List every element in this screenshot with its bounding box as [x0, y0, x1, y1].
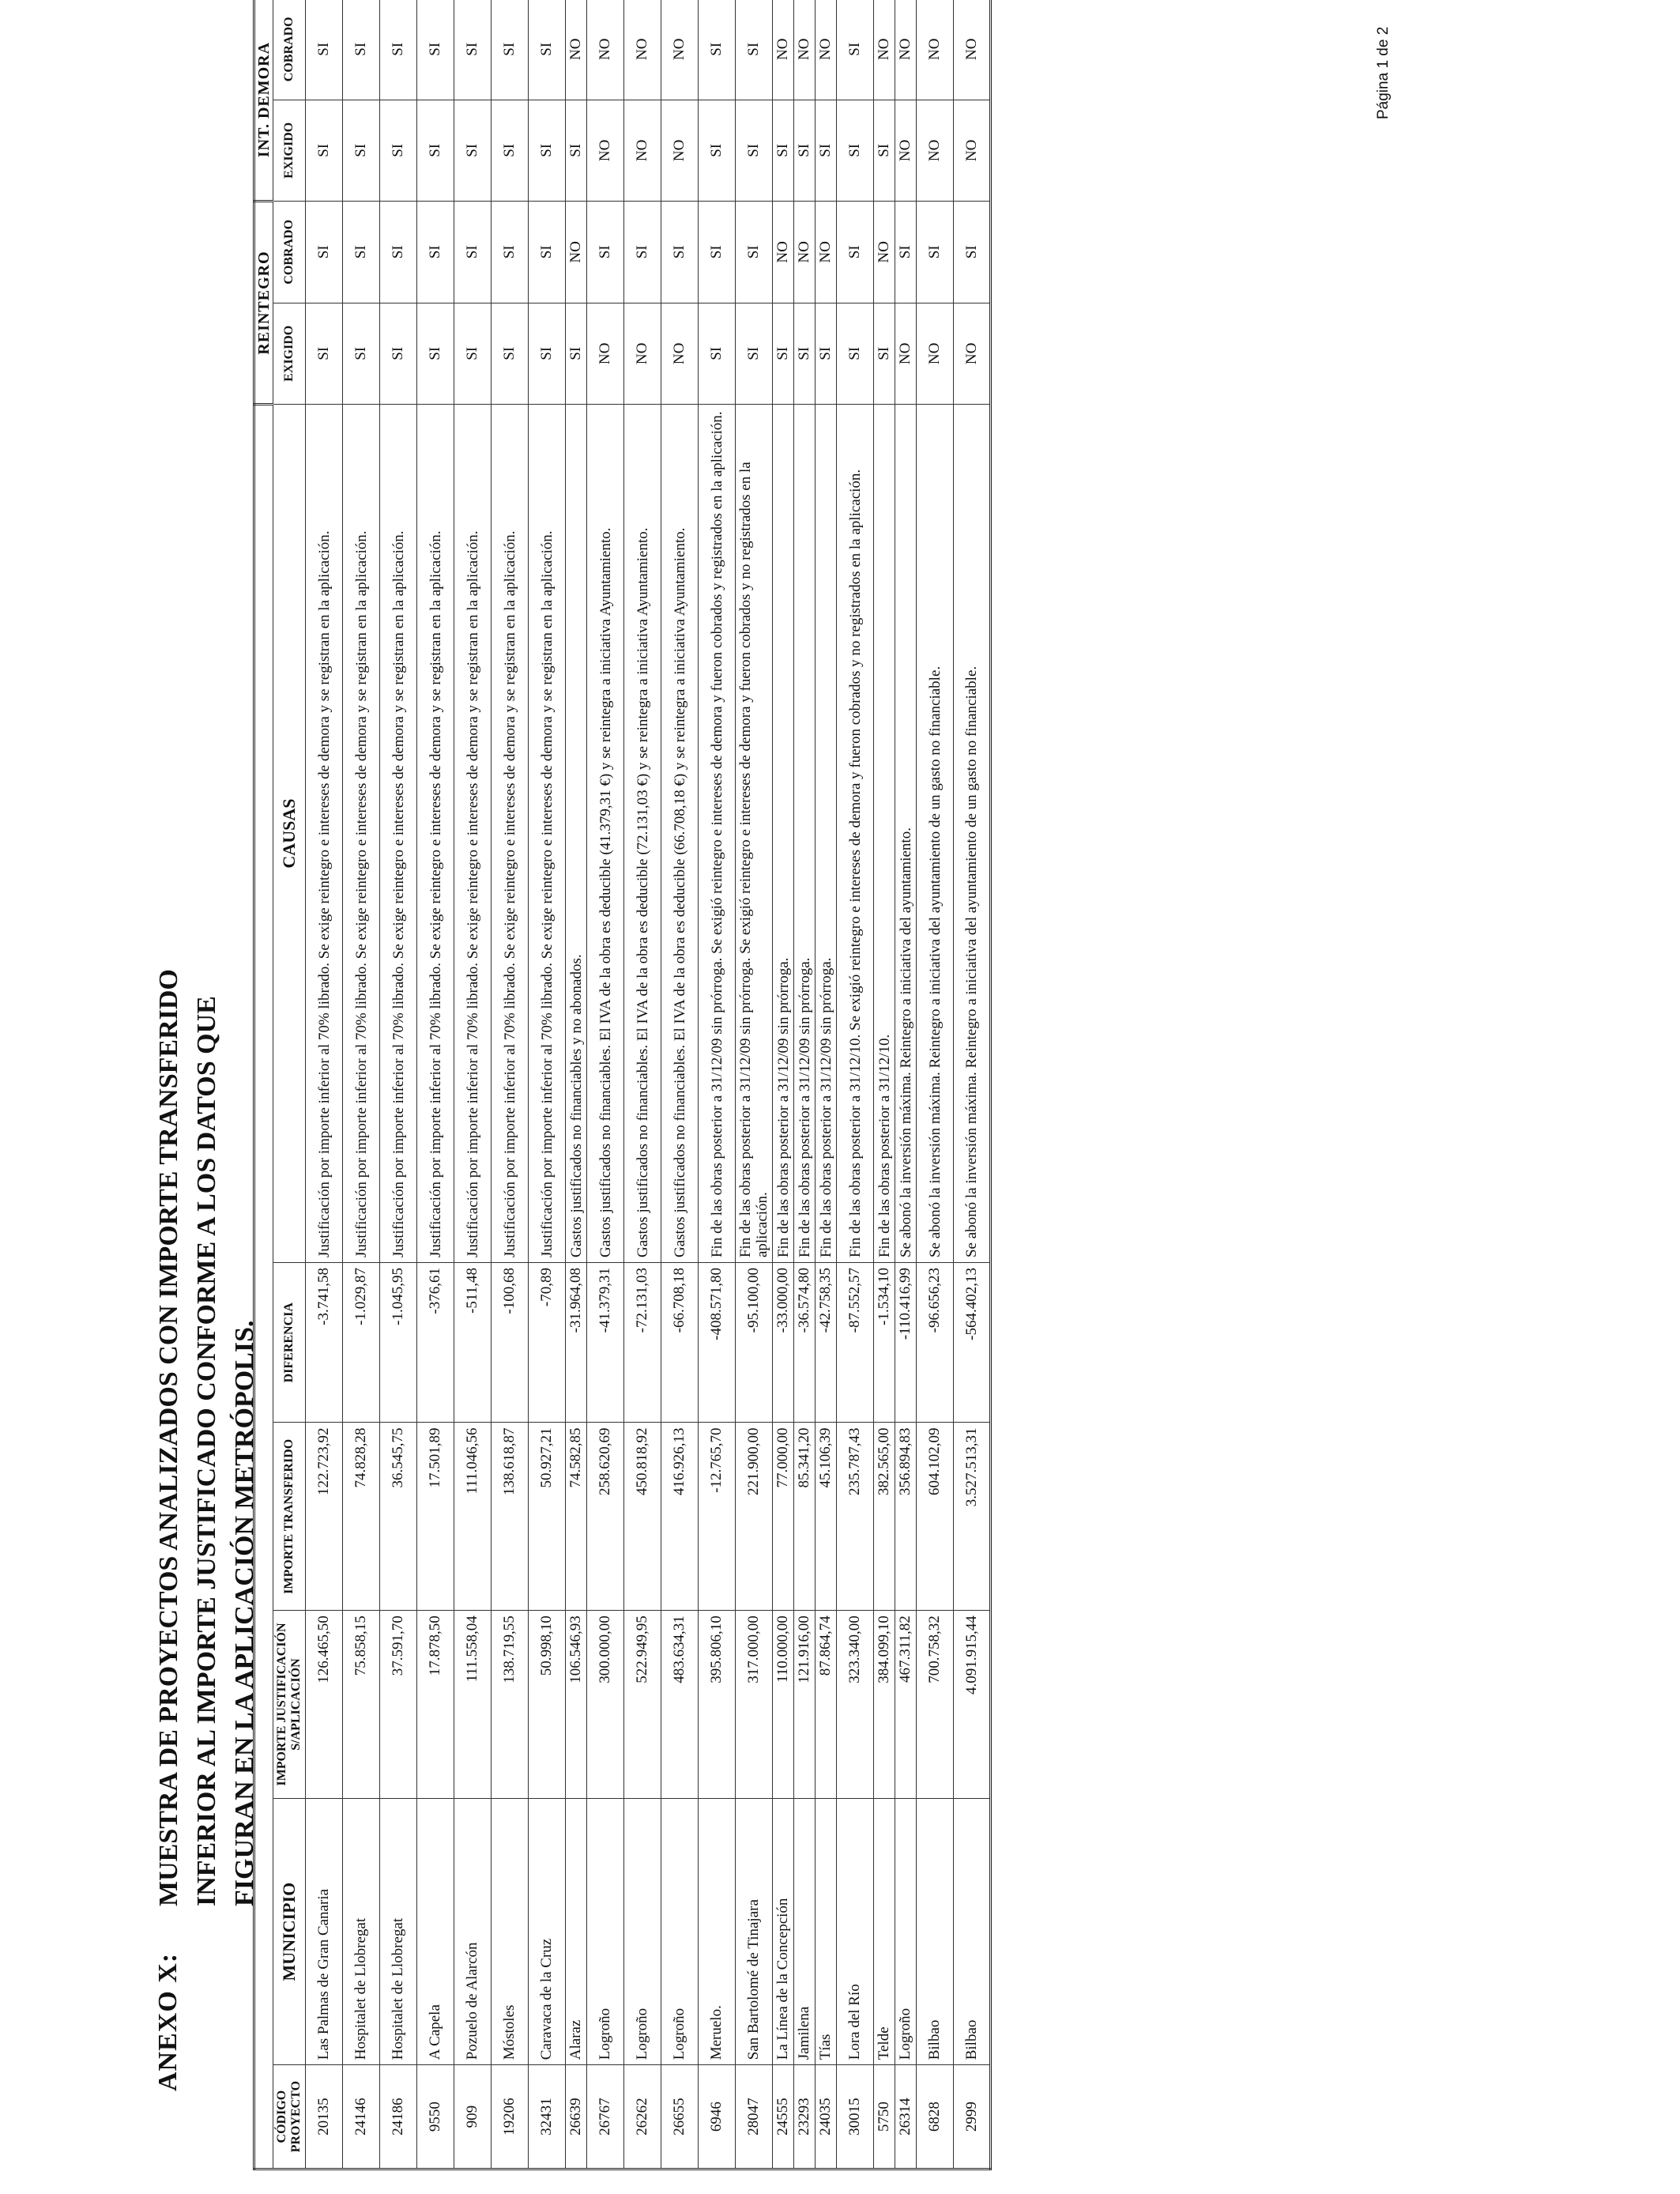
cell-transferido: 258.620,69 — [587, 1423, 624, 1611]
document-title: MUESTRA DE PROYECTOS ANALIZADOS CON IMPORTE TRANSFERIDO INFERIOR AL IMPORTE JUSTIFICADO CONFORME A LOS DATOS QUE FIGURAN EN LA APLICACIÓN METRÓPOLIS. — [154, 969, 259, 1906]
cell-demora-exigido: SI — [529, 100, 566, 202]
cell-demora-exigido: SI — [566, 100, 587, 202]
cell-diferencia: -110.416,99 — [895, 1263, 917, 1423]
cell-justificacion: 317.000,00 — [736, 1611, 773, 1799]
cell-transferido: 74.828,28 — [343, 1423, 380, 1611]
cell-reintegro-exigido: NO — [624, 303, 661, 405]
cell-codigo: 19206 — [492, 2065, 529, 2169]
cell-justificacion: 700.758,32 — [917, 1611, 954, 1799]
cell-justificacion: 4.091.915,44 — [954, 1611, 991, 1799]
cell-reintegro-exigido: SI — [566, 303, 587, 405]
cell-diferencia: -96.656,23 — [917, 1263, 954, 1423]
cell-reintegro-cobrado: SI — [954, 202, 991, 303]
col-reintegro-cobrado: COBRADO — [273, 202, 306, 303]
cell-demora-cobrado: NO — [566, 0, 587, 100]
cell-transferido: 17.501,89 — [417, 1423, 454, 1611]
table-row — [306, 0, 343, 2169]
cell-diferencia: -70,89 — [529, 1263, 566, 1423]
cell-transferido: 74.582,85 — [566, 1423, 587, 1611]
cell-demora-cobrado: SI — [492, 0, 529, 100]
cell-diferencia: -72.131,03 — [624, 1263, 661, 1423]
cell-causa: Gastos justificados no financiables y no abonados. — [566, 405, 587, 1263]
cell-diferencia: -87.552,57 — [837, 1263, 874, 1423]
cell-transferido: 356.894,83 — [895, 1423, 917, 1611]
cell-transferido: 77.000,00 — [773, 1423, 794, 1611]
cell-reintegro-exigido: SI — [794, 303, 816, 405]
cell-causa: Justificación por importe inferior al 70% librado. Se exige reintegro e intereses de demora y se registran en la aplicación. — [492, 405, 529, 1263]
cell-demora-exigido: SI — [417, 100, 454, 202]
cell-demora-exigido: NO — [895, 100, 917, 202]
cell-reintegro-exigido: SI — [837, 303, 874, 405]
cell-reintegro-cobrado: SI — [417, 202, 454, 303]
group-int-demora: INT. DEMORA — [254, 0, 273, 202]
table-row — [954, 0, 991, 2169]
cell-justificacion: 126.465,50 — [306, 1611, 343, 1799]
cell-diferencia: -33.000,00 — [773, 1263, 794, 1423]
cell-transferido: -12.765,70 — [699, 1423, 736, 1611]
cell-justificacion: 323.340,00 — [837, 1611, 874, 1799]
cell-demora-exigido: SI — [380, 100, 417, 202]
table-row — [917, 0, 954, 2169]
cell-codigo: 26767 — [587, 2065, 624, 2169]
cell-reintegro-exigido: NO — [587, 303, 624, 405]
cell-codigo: 26262 — [624, 2065, 661, 2169]
table-row — [736, 0, 773, 2169]
cell-municipio: Telde — [874, 1798, 895, 2064]
cell-reintegro-exigido: SI — [380, 303, 417, 405]
cell-municipio: San Bartolomé de Tinajara — [736, 1798, 773, 2064]
cell-reintegro-cobrado: NO — [794, 202, 816, 303]
cell-reintegro-exigido: SI — [417, 303, 454, 405]
cell-reintegro-cobrado: SI — [343, 202, 380, 303]
cell-transferido: 450.818,92 — [624, 1423, 661, 1611]
group-reintegro: REINTEGRO — [254, 202, 273, 405]
cell-codigo: 24555 — [773, 2065, 794, 2169]
cell-causa: Se abonó la inversión máxima. Reintegro a iniciativa del ayuntamiento de un gasto no financiable. — [917, 405, 954, 1263]
cell-demora-cobrado: NO — [794, 0, 816, 100]
cell-justificacion: 300.000,00 — [587, 1611, 624, 1799]
cell-municipio: La Línea de la Concepción — [773, 1798, 794, 2064]
cell-demora-exigido: SI — [306, 100, 343, 202]
cell-transferido: 416.926,13 — [661, 1423, 699, 1611]
cell-demora-cobrado: NO — [816, 0, 837, 100]
cell-demora-cobrado: NO — [874, 0, 895, 100]
cell-reintegro-exigido: NO — [661, 303, 699, 405]
cell-demora-cobrado: SI — [380, 0, 417, 100]
cell-justificacion: 106.546,93 — [566, 1611, 587, 1799]
cell-demora-cobrado: NO — [587, 0, 624, 100]
cell-municipio: A Capela — [417, 1798, 454, 2064]
table-row — [566, 0, 587, 2169]
cell-reintegro-exigido: SI — [874, 303, 895, 405]
table-row — [380, 0, 417, 2169]
table-row — [454, 0, 492, 2169]
cell-causa: Se abonó la inversión máxima. Reintegro a iniciativa del ayuntamiento de un gasto no financiable. — [954, 405, 991, 1263]
cell-codigo: 26655 — [661, 2065, 699, 2169]
cell-transferido: 45.106,39 — [816, 1423, 837, 1611]
cell-demora-cobrado: SI — [529, 0, 566, 100]
cell-diferencia: -95.100,00 — [736, 1263, 773, 1423]
cell-demora-exigido: NO — [917, 100, 954, 202]
cell-reintegro-cobrado: SI — [454, 202, 492, 303]
cell-causa: Fin de las obras posterior a 31/12/10. — [874, 405, 895, 1263]
cell-diferencia: -100,68 — [492, 1263, 529, 1423]
col-demora-cobrado: COBRADO — [273, 0, 306, 100]
cell-codigo: 24035 — [816, 2065, 837, 2169]
cell-reintegro-cobrado: SI — [529, 202, 566, 303]
cell-reintegro-cobrado: NO — [874, 202, 895, 303]
cell-diferencia: -1.045,95 — [380, 1263, 417, 1423]
cell-justificacion: 75.858,15 — [343, 1611, 380, 1799]
cell-causa: Fin de las obras posterior a 31/12/09 sin prórroga. — [816, 405, 837, 1263]
cell-transferido: 3.527.513,31 — [954, 1423, 991, 1611]
cell-demora-exigido: SI — [492, 100, 529, 202]
col-justificacion: IMPORTE JUSTIFICACIÓN S/APLICACIÓN — [273, 1611, 306, 1799]
cell-codigo: 32431 — [529, 2065, 566, 2169]
cell-demora-exigido: SI — [874, 100, 895, 202]
cell-reintegro-cobrado: SI — [917, 202, 954, 303]
col-causas: CAUSAS — [273, 405, 306, 1263]
cell-causa: Justificación por importe inferior al 70% librado. Se exige reintegro e intereses de demora y se registran en la aplicación. — [380, 405, 417, 1263]
cell-causa: Gastos justificados no financiables. El IVA de la obra es deducible (41.379,31 €) y se reintegra a iniciativa Ayuntamiento. — [587, 405, 624, 1263]
cell-demora-exigido: SI — [773, 100, 794, 202]
cell-codigo: 6828 — [917, 2065, 954, 2169]
cell-municipio: Logroño — [661, 1798, 699, 2064]
cell-codigo: 5750 — [874, 2065, 895, 2169]
cell-transferido: 382.565,00 — [874, 1423, 895, 1611]
cell-justificacion: 121.916,00 — [794, 1611, 816, 1799]
cell-demora-exigido: SI — [454, 100, 492, 202]
col-reintegro-exigido: EXIGIDO — [273, 303, 306, 405]
cell-reintegro-cobrado: SI — [492, 202, 529, 303]
group-header-row — [254, 0, 273, 2169]
cell-municipio: Logroño — [895, 1798, 917, 2064]
cell-reintegro-cobrado: SI — [587, 202, 624, 303]
cell-diferencia: -511,48 — [454, 1263, 492, 1423]
cell-diferencia: -42.758,35 — [816, 1263, 837, 1423]
table-row — [773, 0, 794, 2169]
cell-codigo: 9550 — [417, 2065, 454, 2169]
cell-causa: Justificación por importe inferior al 70% librado. Se exige reintegro e intereses de demora y se registran en la aplicación. — [306, 405, 343, 1263]
cell-demora-cobrado: NO — [895, 0, 917, 100]
cell-demora-exigido: NO — [587, 100, 624, 202]
cell-municipio: Alaraz — [566, 1798, 587, 2064]
cell-municipio: Hospitalet de Llobregat — [380, 1798, 417, 2064]
cell-causa: Gastos justificados no financiables. El IVA de la obra es deducible (66.708,18 €) y se reintegra a iniciativa Ayuntamiento. — [661, 405, 699, 1263]
cell-municipio: Meruelo. — [699, 1798, 736, 2064]
cell-reintegro-cobrado: NO — [773, 202, 794, 303]
cell-causa: Fin de las obras posterior a 31/12/09 sin prórroga. — [794, 405, 816, 1263]
page-number: Página 1 de 2 — [1375, 26, 1392, 119]
cell-reintegro-cobrado: SI — [837, 202, 874, 303]
cell-reintegro-cobrado: SI — [895, 202, 917, 303]
col-diferencia: DIFERENCIA — [273, 1263, 306, 1423]
cell-codigo: 2999 — [954, 2065, 991, 2169]
cell-codigo: 30015 — [837, 2065, 874, 2169]
col-transferido: IMPORTE TRANSFERIDO — [273, 1423, 306, 1611]
table-row — [417, 0, 454, 2169]
cell-reintegro-exigido: SI — [492, 303, 529, 405]
cell-diferencia: -66.708,18 — [661, 1263, 699, 1423]
table-row — [816, 0, 837, 2169]
col-municipio: MUNICIPIO — [273, 1798, 306, 2064]
cell-justificacion: 111.558,04 — [454, 1611, 492, 1799]
cell-causa: Fin de las obras posterior a 31/12/10. Se exigió reintegro e intereses de demora y fueron cobrados y no registrados en la aplicación. — [837, 405, 874, 1263]
cell-demora-cobrado: NO — [954, 0, 991, 100]
cell-transferido: 85.341,20 — [794, 1423, 816, 1611]
cell-reintegro-exigido: NO — [895, 303, 917, 405]
cell-diferencia: -1.534,10 — [874, 1263, 895, 1423]
cell-codigo: 28047 — [736, 2065, 773, 2169]
table-row — [837, 0, 874, 2169]
cell-transferido: 138.618,87 — [492, 1423, 529, 1611]
cell-transferido: 221.900,00 — [736, 1423, 773, 1611]
cell-causa: Justificación por importe inferior al 70% librado. Se exige reintegro e intereses de demora y se registran en la aplicación. — [454, 405, 492, 1263]
cell-municipio: Lora del Río — [837, 1798, 874, 2064]
cell-causa: Fin de las obras posterior a 31/12/09 sin prórroga. — [773, 405, 794, 1263]
column-header-row — [273, 0, 306, 2169]
cell-codigo: 24146 — [343, 2065, 380, 2169]
cell-demora-exigido: SI — [816, 100, 837, 202]
cell-demora-cobrado: NO — [661, 0, 699, 100]
cell-codigo: 24186 — [380, 2065, 417, 2169]
cell-municipio: Móstoles — [492, 1798, 529, 2064]
table-row — [624, 0, 661, 2169]
cell-justificacion: 138.719,55 — [492, 1611, 529, 1799]
cell-reintegro-exigido: SI — [343, 303, 380, 405]
table-row — [699, 0, 736, 2169]
cell-demora-cobrado: SI — [417, 0, 454, 100]
cell-justificacion: 395.806,10 — [699, 1611, 736, 1799]
cell-demora-exigido: NO — [954, 100, 991, 202]
cell-reintegro-cobrado: NO — [816, 202, 837, 303]
cell-reintegro-exigido: NO — [954, 303, 991, 405]
cell-causa: Justificación por importe inferior al 70% librado. Se exige reintegro e intereses de demora y se registran en la aplicación. — [417, 405, 454, 1263]
cell-demora-cobrado: NO — [773, 0, 794, 100]
table-body — [306, 0, 991, 2169]
table-row — [895, 0, 917, 2169]
cell-demora-cobrado: NO — [917, 0, 954, 100]
cell-justificacion: 50.998,10 — [529, 1611, 566, 1799]
cell-demora-exigido: SI — [794, 100, 816, 202]
cell-diferencia: -1.029,87 — [343, 1263, 380, 1423]
cell-diferencia: -41.379,31 — [587, 1263, 624, 1423]
cell-diferencia: -564.402,13 — [954, 1263, 991, 1423]
cell-municipio: Tías — [816, 1798, 837, 2064]
cell-causa: Se abonó la inversión máxima. Reintegro a iniciativa del ayuntamiento. — [895, 405, 917, 1263]
table-row — [587, 0, 624, 2169]
cell-demora-exigido: NO — [624, 100, 661, 202]
table-row — [343, 0, 380, 2169]
cell-justificacion: 522.949,95 — [624, 1611, 661, 1799]
table-row — [794, 0, 816, 2169]
cell-municipio: Logroño — [624, 1798, 661, 2064]
table-row — [874, 0, 895, 2169]
cell-demora-cobrado: SI — [454, 0, 492, 100]
cell-diferencia: -3.741,58 — [306, 1263, 343, 1423]
cell-demora-cobrado: SI — [343, 0, 380, 100]
cell-reintegro-cobrado: SI — [699, 202, 736, 303]
cell-codigo: 26314 — [895, 2065, 917, 2169]
cell-transferido: 36.545,75 — [380, 1423, 417, 1611]
cell-municipio: Bilbao — [917, 1798, 954, 2064]
cell-causa: Justificación por importe inferior al 70% librado. Se exige reintegro e intereses de demora y se registran en la aplicación. — [529, 405, 566, 1263]
table-row — [492, 0, 529, 2169]
cell-causa: Gastos justificados no financiables. El IVA de la obra es deducible (72.131,03 €) y se reintegra a iniciativa Ayuntamiento. — [624, 405, 661, 1263]
cell-codigo: 909 — [454, 2065, 492, 2169]
table-row — [661, 0, 699, 2169]
cell-reintegro-cobrado: SI — [661, 202, 699, 303]
cell-justificacion: 384.099,10 — [874, 1611, 895, 1799]
cell-justificacion: 87.864,74 — [816, 1611, 837, 1799]
cell-diferencia: -408.571,80 — [699, 1263, 736, 1423]
cell-diferencia: -36.574,80 — [794, 1263, 816, 1423]
cell-demora-exigido: SI — [736, 100, 773, 202]
cell-reintegro-exigido: SI — [736, 303, 773, 405]
cell-reintegro-cobrado: SI — [306, 202, 343, 303]
cell-justificacion: 110.000,00 — [773, 1611, 794, 1799]
cell-justificacion: 37.591,70 — [380, 1611, 417, 1799]
cell-causa: Justificación por importe inferior al 70% librado. Se exige reintegro e intereses de demora y se registran en la aplicación. — [343, 405, 380, 1263]
cell-transferido: 235.787,43 — [837, 1423, 874, 1611]
cell-municipio: Caravaca de la Cruz — [529, 1798, 566, 2064]
projects-table — [253, 0, 992, 2170]
cell-demora-cobrado: SI — [699, 0, 736, 100]
cell-reintegro-exigido: SI — [454, 303, 492, 405]
cell-causa: Fin de las obras posterior a 31/12/09 sin prórroga. Se exigió reintegro e intereses de demora y fueron cobrados y no registrados en la aplicación. — [736, 405, 773, 1263]
cell-justificacion: 483.634,31 — [661, 1611, 699, 1799]
cell-reintegro-exigido: SI — [529, 303, 566, 405]
cell-diferencia: -376,61 — [417, 1263, 454, 1423]
cell-municipio: Pozuelo de Alarcón — [454, 1798, 492, 2064]
cell-reintegro-cobrado: SI — [624, 202, 661, 303]
cell-reintegro-exigido: NO — [917, 303, 954, 405]
col-demora-exigido: EXIGIDO — [273, 100, 306, 202]
cell-demora-exigido: SI — [699, 100, 736, 202]
cell-reintegro-exigido: SI — [306, 303, 343, 405]
table-row — [529, 0, 566, 2169]
cell-demora-cobrado: SI — [306, 0, 343, 100]
cell-reintegro-cobrado: NO — [566, 202, 587, 303]
cell-codigo: 20135 — [306, 2065, 343, 2169]
cell-reintegro-cobrado: SI — [736, 202, 773, 303]
cell-municipio: Las Palmas de Gran Canaria — [306, 1798, 343, 2064]
cell-demora-exigido: SI — [837, 100, 874, 202]
cell-municipio: Hospitalet de Llobregat — [343, 1798, 380, 2064]
cell-codigo: 26639 — [566, 2065, 587, 2169]
annex-label: ANEXO X: — [153, 1952, 183, 2091]
cell-municipio: Bilbao — [954, 1798, 991, 2064]
cell-municipio: Logroño — [587, 1798, 624, 2064]
cell-codigo: 6946 — [699, 2065, 736, 2169]
cell-transferido: 50.927,21 — [529, 1423, 566, 1611]
cell-justificacion: 17.878,50 — [417, 1611, 454, 1799]
cell-justificacion: 467.311,82 — [895, 1611, 917, 1799]
cell-codigo: 23293 — [794, 2065, 816, 2169]
cell-demora-cobrado: NO — [624, 0, 661, 100]
cell-causa: Fin de las obras posterior a 31/12/09 sin prórroga. Se exigió reintegro e intereses de demora y fueron cobrados y registrados en la aplicación. — [699, 405, 736, 1263]
cell-reintegro-exigido: SI — [773, 303, 794, 405]
cell-diferencia: -31.964,08 — [566, 1263, 587, 1423]
cell-transferido: 122.723,92 — [306, 1423, 343, 1611]
cell-demora-exigido: NO — [661, 100, 699, 202]
cell-reintegro-exigido: SI — [816, 303, 837, 405]
cell-demora-cobrado: SI — [837, 0, 874, 100]
cell-transferido: 111.046,56 — [454, 1423, 492, 1611]
cell-municipio: Jamilena — [794, 1798, 816, 2064]
cell-reintegro-cobrado: SI — [380, 202, 417, 303]
cell-reintegro-exigido: SI — [699, 303, 736, 405]
col-codigo: CÓDIGO PROYECTO — [273, 2065, 306, 2169]
cell-transferido: 604.102,09 — [917, 1423, 954, 1611]
cell-demora-cobrado: SI — [736, 0, 773, 100]
cell-demora-exigido: SI — [343, 100, 380, 202]
